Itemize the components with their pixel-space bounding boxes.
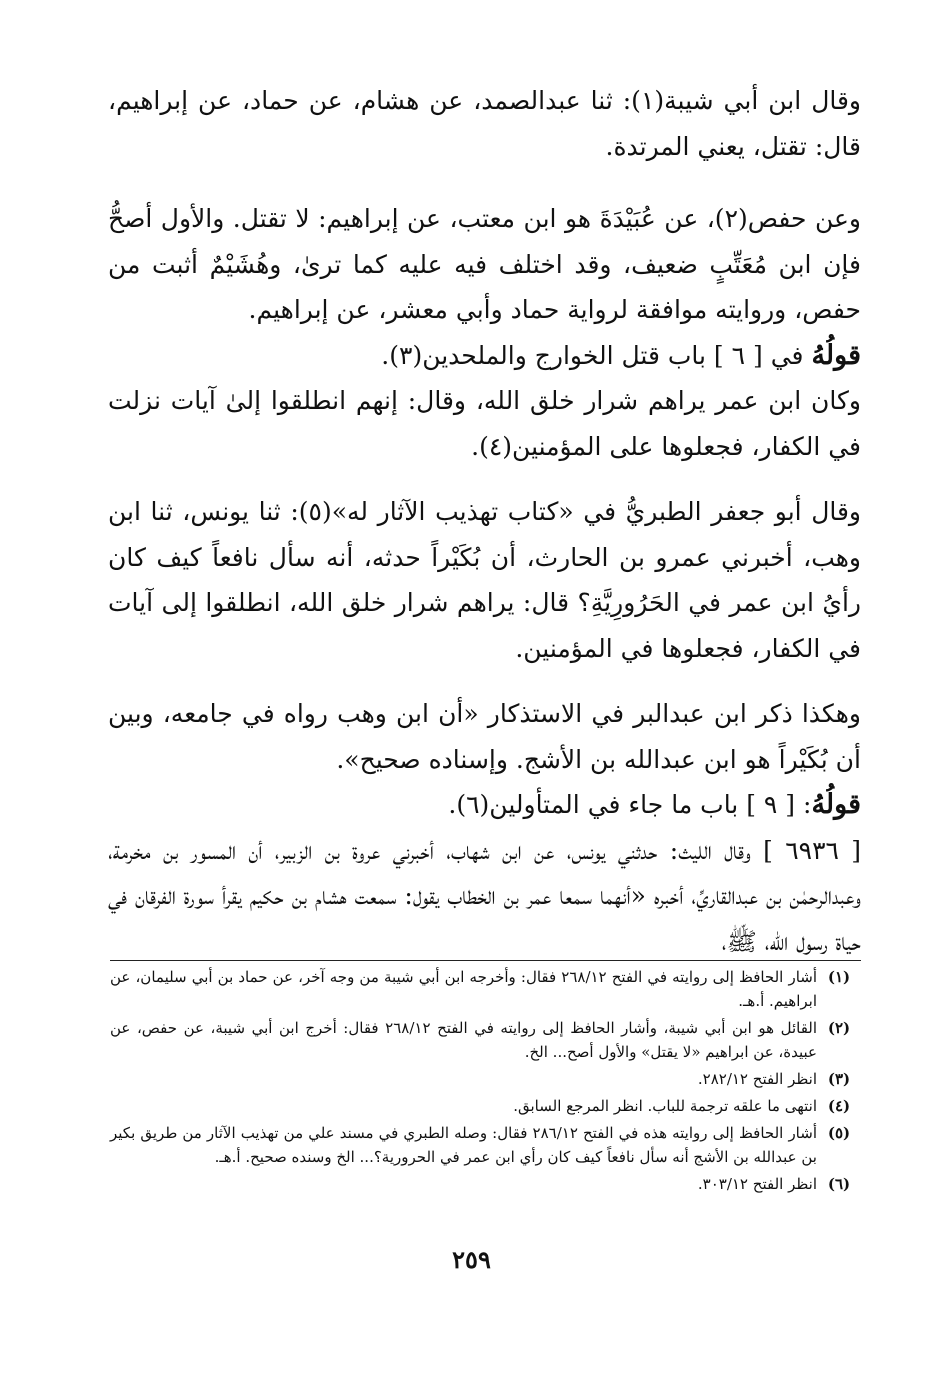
paragraph-5: وهكذا ذكر ابن عبدالبر في الاستذكار «أن ابن وهب رواه في جامعه، وبين أن بُكَيْراً هو ابن عبدالله بن الأشج. وإسناده صحيح». xyxy=(108,699,861,774)
chapter-heading-9 xyxy=(108,782,861,828)
footnote-number: (١) xyxy=(827,968,851,986)
footnote-text: انظر الفتح ٣٠٣/١٢. xyxy=(697,1175,817,1193)
footnote-number: (٥) xyxy=(827,1124,851,1142)
heading-text: في [ ٦ ] باب قتل الخوارج والملحدين(٣). xyxy=(381,340,812,370)
footnote xyxy=(110,1067,861,1091)
heading-keyword: قولُهُ xyxy=(811,339,861,371)
heading-text: : [ ٩ ] باب ما جاء في المتأولين(٦). xyxy=(448,790,812,819)
footnote-text: انظر الفتح ٢٨٢/١٢. xyxy=(697,1070,817,1088)
footnote-text: أشار الحافظ إلى روايته في الفتح ٢٦٨/١٢ فقال: وأخرجه ابن أبي شيبة من وجه آخر، عن حماد بن أبي سليمان، عن ابراهيم. أ.هـ. xyxy=(110,968,817,1010)
footnote-text: انتهى ما علقه ترجمة للباب. انظر المرجع السابق. xyxy=(513,1097,817,1115)
footnote-text: أشار الحافظ إلى روايته هذه في الفتح ٢٨٦/١٢ فقال: وصله الطبري في مسند علي من تهذيب الآثار من طريق بكير بن عبدالله بن الأشج أنه سأل نافعاً كيف كان رأي ابن عمر في الحرورية؟... الخ وسنده صحيح. أ.هـ. xyxy=(110,1124,817,1166)
footnote xyxy=(110,1094,861,1118)
chapter-heading-6 xyxy=(108,333,861,379)
footnote-text: القائل هو ابن أبي شيبة، وأشار الحافظ إلى روايته في الفتح ٢٦٨/١٢ فقال: أخرج ابن أبي شيبة، عن حفص، عن عبيدة، عن ابراهيم «لا يقتل» والأول أصح... الخ. xyxy=(110,1019,818,1061)
footnote xyxy=(110,965,861,1013)
page-number: ٢٥٩ xyxy=(452,1245,491,1274)
heading-keyword: قولُهُ xyxy=(811,789,861,820)
footnote-number: (٣) xyxy=(827,1070,851,1088)
paragraph-6: [ ٦٩٣٦ ] وقال الليث: حدثني يونس، عن ابن شهاب، أخبرني عروة بن الزبير، أن المسور بن مخرمة، وعبدالرحمٰن بن عبدالقاريِّ، أخبره «أنهما سمعا عمر بن الخطاب يقول: سمعت هشام بن حكيم يقرأ سورة الفرقان في حياة رسول الله، ﷺ، xyxy=(108,835,861,956)
paragraph-2: وعن حفص(٢)، عن عُبَيْدَةَ هو ابن معتب، عن إبراهيم: لا تقتل. والأول أصحُّ فإن ابن مُعَتِّبٍ ضعيف، وقد اختلف فيه عليه كما ترىٰ، وهُشَيْمٌ أثبت من حفص، وروايته موافقة لرواية حماد وأبي معشر، عن إبراهيم. xyxy=(108,204,861,324)
footnote-number: (٦) xyxy=(827,1175,851,1193)
paragraph-4: وقال أبو جعفر الطبريُّ في «كتاب تهذيب الآثار له»(٥): ثنا يونس، ثنا ابن وهب، أخبرني عمرو بن الحارث، أن بُكَيْراً حدثه، أنه سأل نافعاً كيف كان رأيُ ابن عمر في الحَرُورِيَّةِ؟ قال: يراهم شرار خلق الله، انطلقوا إلى آيات في الكفار، فجعلوها في المؤمنين. xyxy=(108,497,861,663)
footnote-number: (٤) xyxy=(827,1097,851,1115)
paragraph-3: وكان ابن عمر يراهم شرار خلق الله، وقال: إنهم انطلقوا إلىٰ آيات نزلت في الكفار، فجعلوها على المؤمنين(٤). xyxy=(108,386,861,461)
main-text xyxy=(108,78,861,964)
footnotes xyxy=(110,965,861,1199)
paragraph-1: وقال ابن أبي شيبة(١): ثنا عبدالصمد، عن هشام، عن حماد، عن إبراهيم، قال: تقتل، يعني المرتدة. xyxy=(108,86,861,161)
footnote-number: (٢) xyxy=(827,1019,851,1037)
footnote xyxy=(110,1121,861,1169)
footnote xyxy=(110,1172,861,1196)
footnote xyxy=(110,1016,861,1064)
footnote-divider xyxy=(110,960,861,961)
